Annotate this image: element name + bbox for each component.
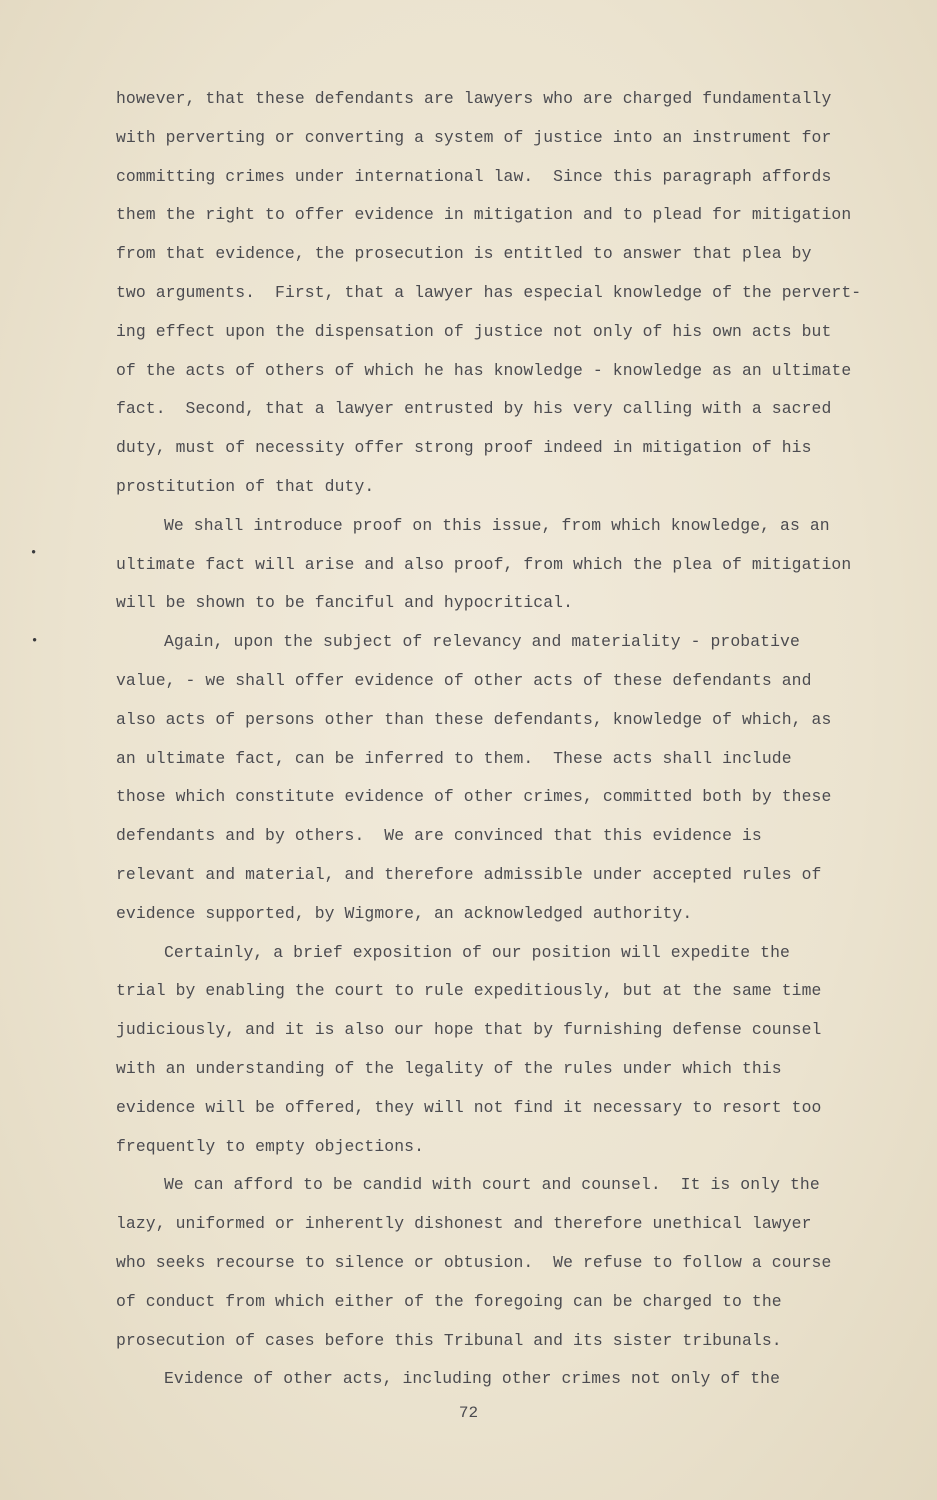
- paragraph-start-line: Again, upon the subject of relevancy and materiality - probative: [164, 632, 800, 652]
- paragraph-start-line: Certainly, a brief exposition of our position will expedite the: [164, 942, 790, 962]
- text-line: from that evidence, the prosecution is entitled to answer that plea by: [116, 244, 812, 264]
- page-number: 72: [458, 1404, 479, 1422]
- text-line: of the acts of others of which he has knowledge - knowledge as an ultimate: [116, 360, 852, 380]
- text-line: of conduct from which either of the foregoing can be charged to the: [116, 1291, 782, 1311]
- text-line: lazy, uniformed or inherently dishonest and therefore unethical lawyer: [116, 1214, 812, 1234]
- text-line: duty, must of necessity offer strong proof indeed in mitigation of his: [116, 438, 812, 458]
- text-line: them the right to offer evidence in mitigation and to plead for mitigation: [116, 205, 852, 225]
- text-line: evidence supported, by Wigmore, an acknowledged authority.: [116, 903, 693, 923]
- text-line: also acts of persons other than these defendants, knowledge of which, as: [116, 709, 832, 729]
- text-line: those which constitute evidence of other crimes, committed both by these: [116, 787, 832, 807]
- text-line: with perverting or converting a system of justice into an instrument for: [116, 127, 832, 147]
- text-line: frequently to empty objections.: [116, 1136, 425, 1156]
- text-line: an ultimate fact, can be inferred to them. These acts shall include: [116, 748, 792, 768]
- text-line: ing effect upon the dispensation of justice not only of his own acts but: [116, 321, 832, 341]
- text-line: value, - we shall offer evidence of other acts of these defendants and: [116, 670, 812, 690]
- paragraph-start-line: We can afford to be candid with court and counsel. It is only the: [164, 1175, 820, 1195]
- text-line: judiciously, and it is also our hope that by furnishing defense counsel: [116, 1020, 822, 1040]
- text-line: evidence will be offered, they will not find it necessary to resort too: [116, 1097, 822, 1117]
- text-line: who seeks recourse to silence or obtusion. We refuse to follow a course: [116, 1252, 832, 1272]
- text-line: trial by enabling the court to rule expeditiously, but at the same time: [116, 981, 822, 1001]
- text-line: defendants and by others. We are convinced that this evidence is: [116, 826, 762, 846]
- paragraph-start-line: We shall introduce proof on this issue, from which knowledge, as an: [164, 515, 830, 535]
- text-line: committing crimes under international law. Since this paragraph affords: [116, 166, 832, 186]
- body-text: [116, 86, 862, 1405]
- text-line: however, that these defendants are lawyers who are charged fundamentally: [116, 89, 832, 108]
- margin-mark: •: [30, 546, 38, 560]
- text-line: ultimate fact will arise and also proof, from which the plea of mitigation: [116, 554, 852, 574]
- text-line: two arguments. First, that a lawyer has especial knowledge of the pervert-: [116, 282, 862, 302]
- paragraph-start-line: Evidence of other acts, including other crimes not only of the: [164, 1369, 781, 1389]
- text-line: prostitution of that duty.: [116, 476, 375, 496]
- text-line: relevant and material, and therefore admissible under accepted rules of: [116, 864, 822, 884]
- text-line: prosecution of cases before this Tribunal and its sister tribunals.: [116, 1330, 782, 1350]
- margin-mark: •: [31, 634, 39, 648]
- text-line: fact. Second, that a lawyer entrusted by his very calling with a sacred: [116, 399, 832, 419]
- text-line: with an understanding of the legality of the rules under which this: [116, 1058, 782, 1078]
- text-line: will be shown to be fanciful and hypocritical.: [116, 593, 574, 613]
